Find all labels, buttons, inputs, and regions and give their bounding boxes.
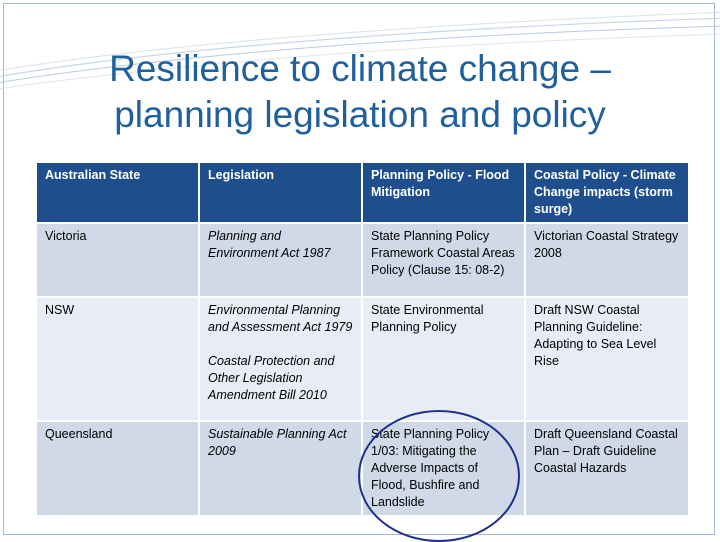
legislation-cell <box>199 297 362 421</box>
flood-policy-cell: State Planning Policy Framework Coastal Areas Policy (Clause 15: 08-2) <box>362 223 525 297</box>
legislation-cell <box>199 421 362 516</box>
title-line-1: Resilience to climate change – <box>109 48 611 89</box>
coastal-policy-cell: Victorian Coastal Strategy 2008 <box>525 223 689 297</box>
table-row <box>37 297 689 421</box>
state-cell: Queensland <box>37 421 199 516</box>
header-australian-state: Australian State <box>37 163 199 223</box>
highlight-circle <box>358 410 520 542</box>
header-planning-policy: Planning Policy - Flood Mitigation <box>362 163 525 223</box>
legislation-text: Sustainable Planning Act 2009 <box>208 427 347 458</box>
header-legislation: Legislation <box>199 163 362 223</box>
state-cell: Victoria <box>37 223 199 297</box>
flood-policy-cell: State Planning Policy 1/03: Mitigating the Adverse Impacts of Flood, Bushfire and Landslide <box>362 421 525 516</box>
header-coastal-policy: Coastal Policy - Climate Change impacts (storm surge) <box>525 163 689 223</box>
legislation-text: Environmental Planning and Assessment Act 1979 <box>208 303 353 334</box>
table-row <box>37 223 689 297</box>
slide-title <box>30 46 690 138</box>
table-header-row <box>37 163 689 223</box>
legislation-cell <box>199 223 362 297</box>
legislation-text-secondary: Coastal Protection and Other Legislation Amendment Bill 2010 <box>208 354 335 402</box>
title-line-2: planning legislation and policy <box>114 94 606 135</box>
legislation-text: Planning and Environment Act 1987 <box>208 229 331 260</box>
state-cell: NSW <box>37 297 199 421</box>
coastal-policy-cell: Draft Queensland Coastal Plan – Draft Guideline Coastal Hazards <box>525 421 689 516</box>
coastal-policy-cell: Draft NSW Coastal Planning Guideline: Adapting to Sea Level Rise <box>525 297 689 421</box>
flood-policy-cell: State Environmental Planning Policy <box>362 297 525 421</box>
